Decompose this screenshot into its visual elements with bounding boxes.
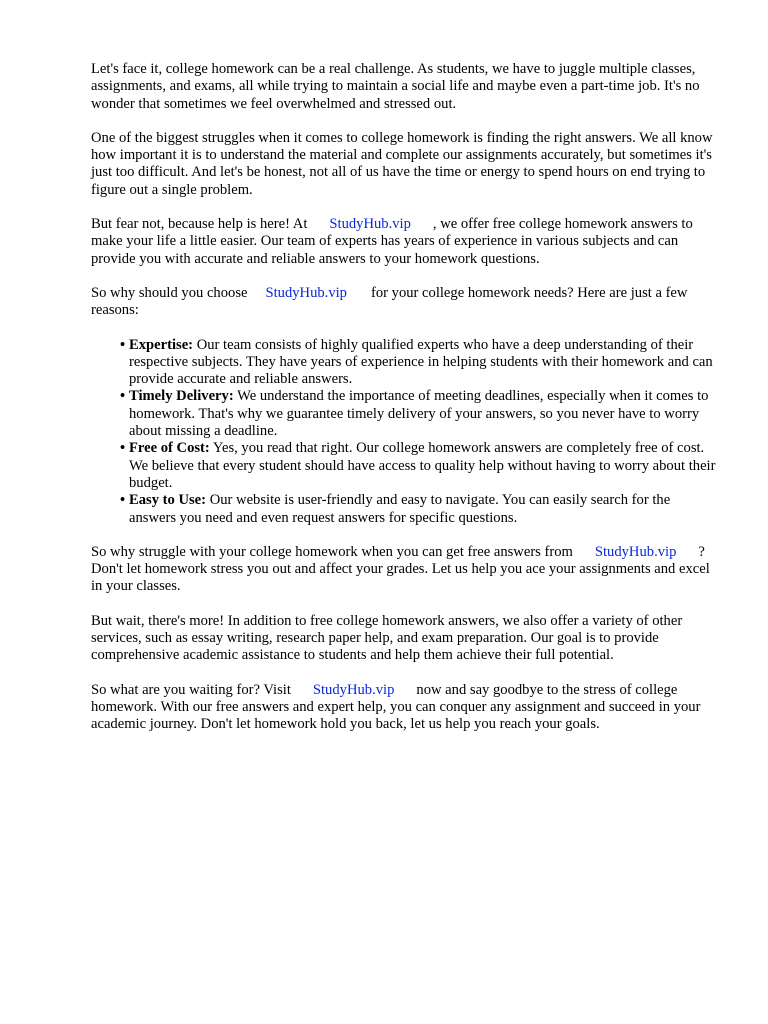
bullet: •	[120, 336, 126, 353]
text-segment: But fear not, because help is here! At	[91, 216, 308, 233]
text-segment: now and say goodbye to the stress of college homework. With our free answers and expert help, you can conquer any assignment and succeed in your academic journey. Don't let homework hold you back, let us help you reach your goals.	[91, 681, 701, 733]
studyhub-link[interactable]: StudyHub.vip	[594, 543, 677, 560]
bullet: •	[120, 492, 126, 509]
studyhub-link[interactable]: StudyHub.vip	[312, 681, 395, 698]
list-item	[120, 336, 720, 389]
paragraph-why-choose	[91, 285, 720, 320]
list-item	[120, 492, 720, 527]
text-segment: , we offer free college homework answers to make your life a little easier. Our team of experts has years of experience in various subjects and can provide you with accurate and reliable answers to your homework questions.	[91, 216, 693, 267]
reason-term: Timely Delivery:	[129, 388, 234, 405]
bullet: •	[120, 388, 126, 405]
text-segment: ? Don't let homework stress you out and affect your grades. Let us help you ace your assignments and excel in your classes.	[91, 543, 710, 595]
studyhub-link[interactable]: StudyHub.vip	[265, 284, 347, 301]
text-segment: for your college homework needs? Here are just a few reasons:	[91, 284, 688, 319]
studyhub-link[interactable]: StudyHub.vip	[329, 216, 411, 233]
reason-text: We understand the importance of meeting deadlines, especially when it comes to homework. That's why we guarantee timely delivery of your answers, so you never have to worry about missing a deadline.	[129, 388, 709, 440]
reason-term: Easy to Use:	[129, 492, 207, 509]
reason-text: Our website is user-friendly and easy to navigate. You can easily search for the answers you need and even request answers for specific questions.	[129, 492, 671, 526]
paragraph-more-services: But wait, there's more! In addition to free college homework answers, we also offer a variety of other services, such as essay writing, research paper help, and exam preparation. Our goal is to provide comprehensive academic assistance to students and help them achieve their full potential.	[91, 612, 683, 664]
reason-text: Yes, you read that right. Our college homework answers are completely free of cost. We believe that every student should have access to quality help without having to worry about their budget.	[129, 440, 716, 491]
paragraph-help-is-here	[91, 216, 720, 268]
reason-term: Expertise:	[129, 336, 194, 353]
text-segment: So why struggle with your college homework when you can get free answers from	[91, 543, 573, 560]
reasons-list	[91, 337, 720, 527]
paragraph-call-to-action	[91, 682, 720, 734]
text-segment: So what are you waiting for? Visit	[91, 681, 291, 698]
list-item	[120, 440, 720, 492]
text-segment: So why should you choose	[91, 284, 248, 301]
reason-text: Our team consists of highly qualified experts who have a deep understanding of their respective subjects. They have years of experience in helping students with their homework and can provide accurate and reliable answers.	[129, 336, 713, 388]
paragraph-intro: Let's face it, college homework can be a real challenge. As students, we have to juggle multiple classes, assignments, and exams, all while trying to maintain a social life and maybe even a part-time job. It's no wonder that sometimes we feel overwhelmed and stressed out.	[91, 61, 700, 112]
bullet: •	[120, 440, 126, 457]
paragraph-struggles: One of the biggest struggles when it comes to college homework is finding the right answers. We all know how important it is to understand the material and complete our assignments accurately, but sometimes it's just too difficult. And let's be honest, not all of us have the time or energy to spend hours on end trying to figure out a single problem.	[91, 129, 713, 198]
reason-term: Free of Cost:	[129, 440, 210, 457]
paragraph-why-struggle	[91, 544, 720, 596]
list-item	[120, 388, 720, 440]
